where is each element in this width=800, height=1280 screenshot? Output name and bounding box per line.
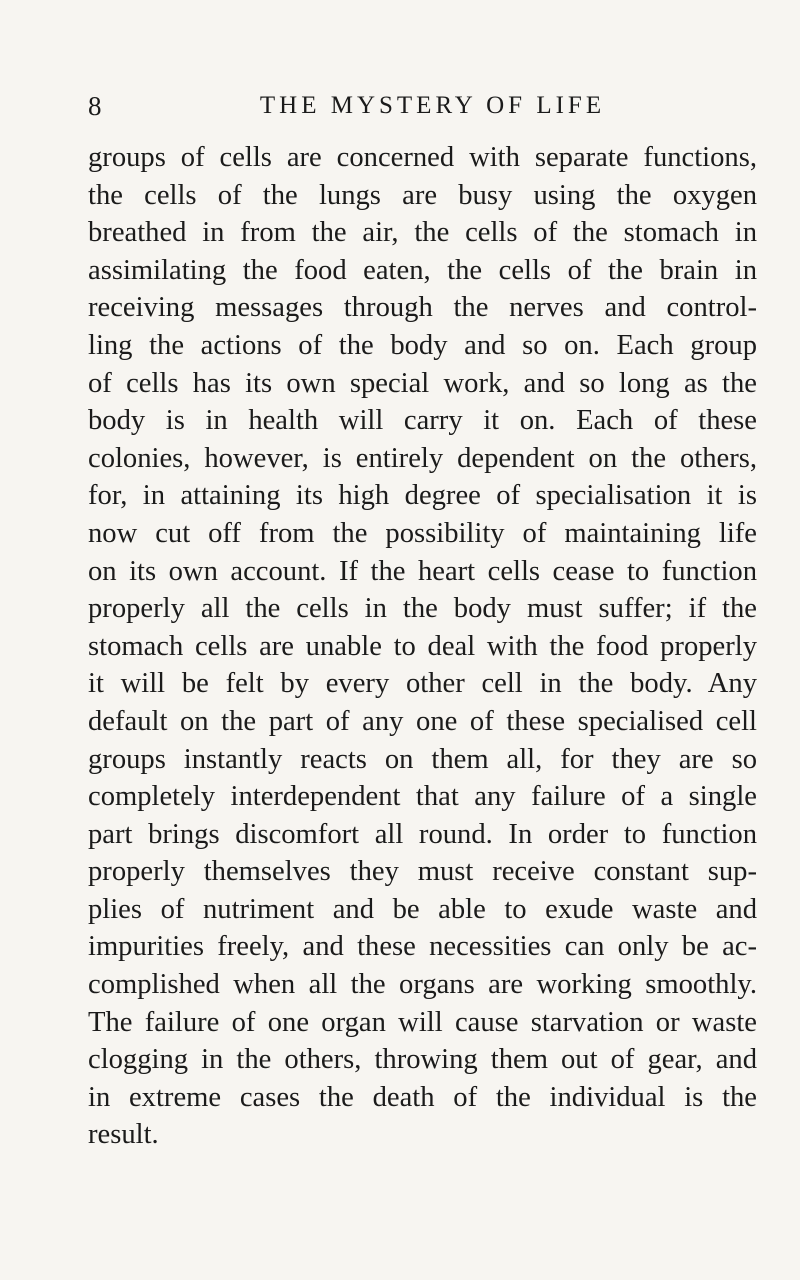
text-line: breathed in from the air, the cells of the stomach in [88,217,757,249]
text-line: receiving messages through the nerves and control- [88,292,757,324]
text-line: now cut off from the possibility of maintaining life [88,517,757,549]
text-line: impurities freely, and these necessities can only be ac- [88,931,757,963]
text-line: groups of cells are concerned with separate functions, [88,142,757,173]
text-line: complished when all the organs are working smoothly. [88,969,757,1001]
text-line: part brings discomfort all round. In order to function [88,818,757,850]
text-line: the cells of the lungs are busy using the oxygen [88,179,757,211]
page-header [88,86,757,126]
running-head: THE MYSTERY OF LIFE [259,92,606,119]
text-line-last: result. [88,1119,159,1151]
text-line: properly themselves they must receive constant sup- [88,856,757,888]
text-line: in extreme cases the death of the individual is the [88,1081,757,1113]
text-line: for, in attaining its high degree of specialisation it is [88,480,757,512]
text-line: of cells has its own special work, and so long as the [88,367,757,399]
text-line: default on the part of any one of these specialised cell [88,705,757,737]
text-line: stomach cells are unable to deal with the food properly [88,630,757,662]
text-line: The failure of one organ will cause starvation or waste [88,1006,757,1038]
page-number: 8 [88,91,102,121]
text-line: groups instantly reacts on them all, for they are so [88,743,757,775]
text-line: on its own account. If the heart cells cease to function [88,555,757,587]
text-line: colonies, however, is entirely dependent on the others, [88,442,757,474]
text-line: completely interdependent that any failure of a single [88,781,757,813]
text-line: assimilating the food eaten, the cells of the brain in [88,254,757,286]
text-line: plies of nutriment and be able to exude waste and [88,893,757,925]
text-line: properly all the cells in the body must suffer; if the [88,593,757,625]
text-line: it will be felt by every other cell in the body. Any [88,668,757,700]
text-line: clogging in the others, throwing them out of gear, and [88,1044,757,1076]
text-line: ling the actions of the body and so on. Each group [88,329,757,361]
text-line: body is in health will carry it on. Each of these [88,405,757,437]
body-text [88,139,757,1154]
